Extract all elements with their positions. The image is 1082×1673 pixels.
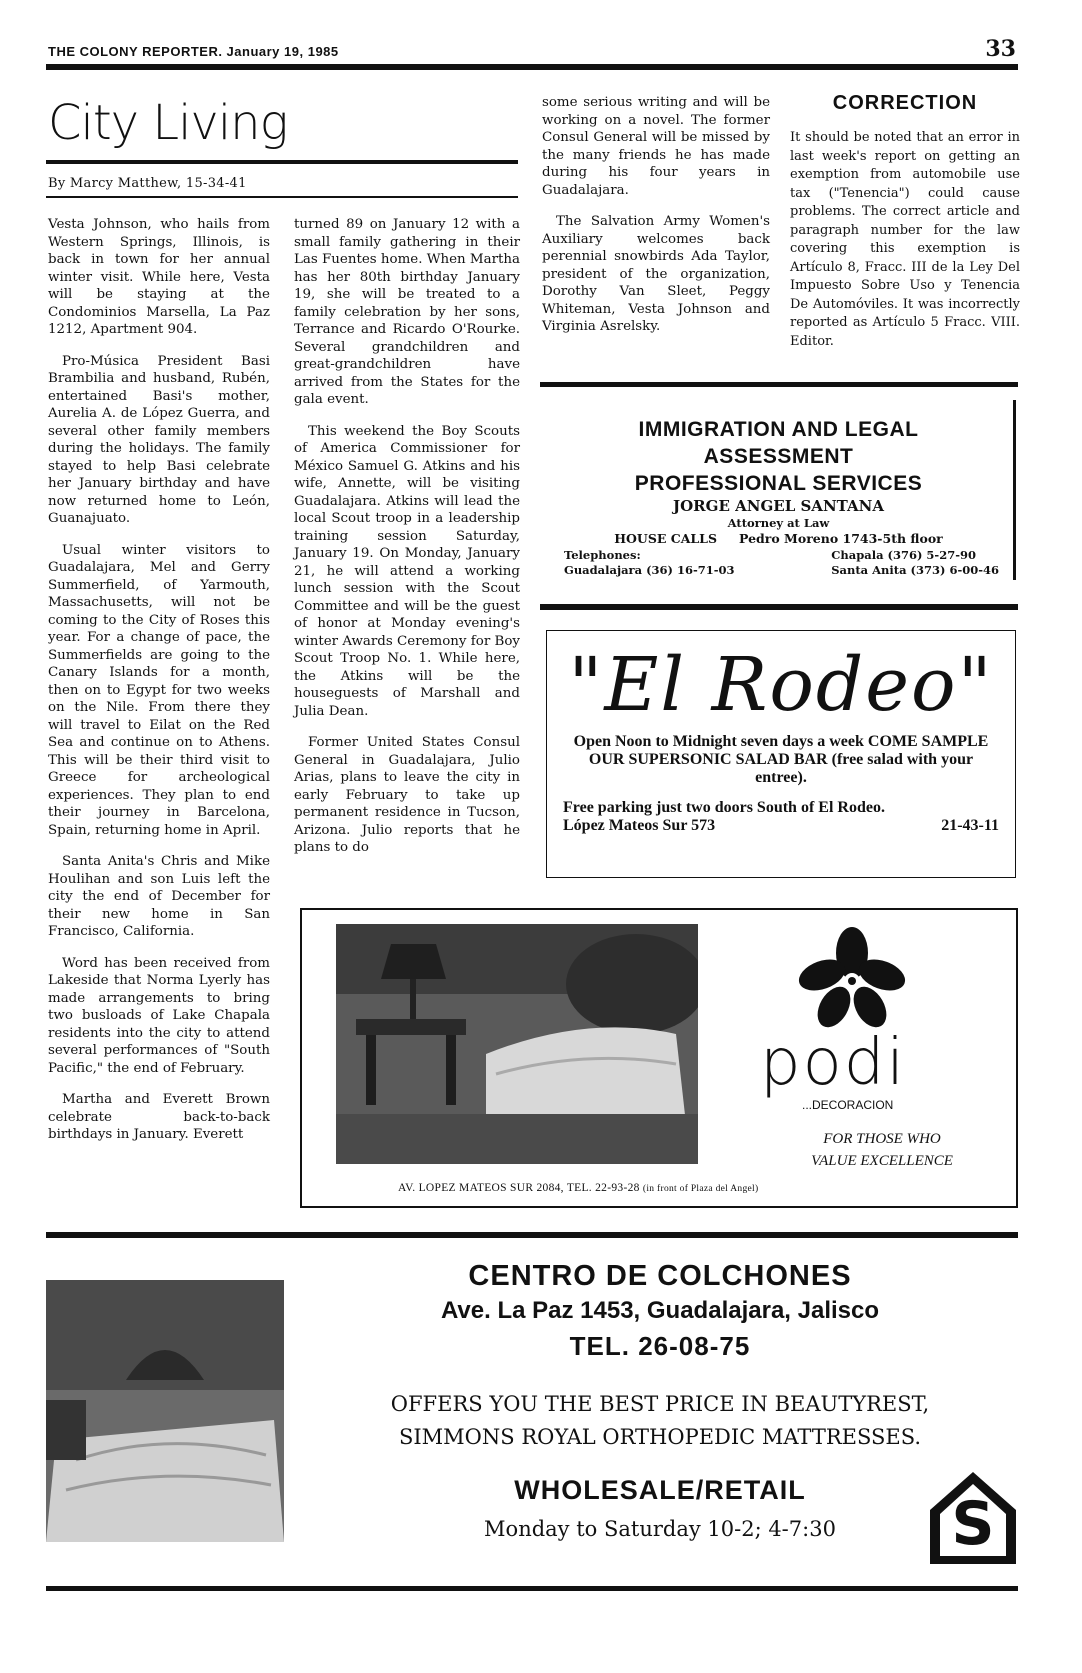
colchones-offer-line: OFFERS YOU THE BEST PRICE IN BEAUTYREST,	[390, 1392, 930, 1416]
paragraph: Vesta Johnson, who hails from Western Springs, Illinois, is back in town for her annual winter visit. While here, Vesta will be staying at the Condominios Marsella, La Paz 1212, Apartment 904.	[48, 217, 270, 337]
colchones-name: CENTRO DE COLCHONES	[468, 1260, 852, 1292]
furniture-photo	[336, 924, 698, 1164]
divider-rule	[46, 1232, 1018, 1238]
legal-services-ad	[544, 400, 1016, 580]
furniture-photo-art	[336, 924, 698, 1164]
article-column-2	[294, 216, 520, 871]
podi-brand: podi	[760, 1026, 907, 1100]
podi-sub: ...DECORACION	[802, 1098, 894, 1112]
paragraph: Former United States Consul General in Guadalajara, Julio Arias, plans to leave the city in early February to take up permanent residence in Tucson, Arizona. Julio reports that he plans to do	[294, 735, 520, 855]
house-calls: HOUSE CALLS	[614, 531, 717, 546]
byline-rule	[46, 196, 518, 198]
paragraph: turned 89 on January 12 with a small family gathering in their Las Fuentes home. When Martha has her 80th birthday January 19, she will be treated to a family celebration by her sons, Terrance and Ricardo O'Rourke. Several grandchildren and great-grandchildren have arrived from the States for the gala event.	[294, 217, 520, 407]
podi-location-note: (in front of Plaza del Angel)	[642, 1184, 759, 1194]
podi-ad	[300, 908, 1018, 1208]
colchones-wholesale: WHOLESALE/RETAIL	[514, 1475, 806, 1505]
correction-heading: CORRECTION	[832, 92, 978, 114]
attorney-name: JORGE ANGEL SANTANA	[673, 497, 884, 515]
byline: By Marcy Matthew, 15-34-41	[48, 176, 247, 191]
paragraph: Word has been received from Lakeside that Norma Lyerly has made arrangements to bring two busloads of Lake Chapala residents into the city to attend several performances of "South Pacific," the end of February.	[48, 955, 270, 1076]
podi-slogan-line: VALUE EXCELLENCE	[811, 1153, 953, 1169]
paragraph: Usual winter visitors to Guadalajara, Mel and Gerry Summerfield, of Yarmouth, Massachusetts, will not be coming to the City of Roses this year. For a change of pace, the Summerfields are going to the Canary Islands for a month, then on to Egypt for two weeks on the Nile. From there they will travel to Eilat on the Red Sea and continue on to Athens. This will be their third visit to Greece for archeological experiences. They plan to end their journey in Barcelona, Spain, returning home in April.	[48, 542, 270, 838]
colchones-ad	[300, 1258, 1020, 1544]
phone-guadalajara: Guadalajara (36) 16-71-03	[564, 563, 735, 577]
colchones-address: Ave. La Paz 1453, Guadalajara, Jalisco	[440, 1297, 880, 1324]
el-rodeo-ad	[546, 630, 1016, 878]
el-rodeo-logo: "El Rodeo"	[568, 642, 994, 728]
divider-rule	[540, 382, 1018, 387]
paragraph: Santa Anita's Chris and Mike Houlihan and son Luis left the city the end of December for their new home in San Francisco, California.	[48, 854, 270, 939]
rodeo-parking-text: Free parking just two doors South of El Rodeo.	[563, 799, 885, 816]
paragraph: This weekend the Boy Scouts of America Commissioner for México Samuel G. Atkins and his wife, Annette, will be visiting Guadalajara. Atkins will lead the local Scout troop in a leadership training session Saturday, January 19. On Monday, January 21, he will attend a working lunch session with the Scout Committee and will be the guest of honor at Monday evening's winter Awards Ceremony for Boy Scout Troop No. 1. While here, the Atkins will be the houseguests of Marshall and Julia Dean.	[294, 423, 520, 719]
paragraph: Pro-Música President Basi Brambilia and husband, Rubén, entertained Basi's mother, Aurelia A. de López Guerra, and several other family members during the holidays. The family stayed to help Basi celebrate her January birthday and have now returned home to León, Guanajuato.	[48, 353, 270, 526]
masthead-rule	[46, 64, 1018, 70]
bed-photo	[46, 1280, 284, 1542]
section-title: City Living	[48, 95, 288, 151]
ad-heading-line: PROFESSIONAL SERVICES	[634, 472, 923, 495]
colchones-hours: Monday to Saturday 10-2; 4-7:30	[484, 1517, 836, 1541]
article-column-3	[542, 94, 770, 350]
ad-heading-line: IMMIGRATION AND LEGAL	[638, 418, 919, 441]
podi-address: AV. LOPEZ MATEOS SUR 2084, TEL. 22-93-28	[398, 1182, 640, 1194]
rodeo-address: López Mateos Sur 573	[563, 817, 716, 834]
simmons-logo-letter: S	[951, 1489, 995, 1559]
paragraph: Martha and Everett Brown celebrate back-to-back birthdays in January. Everett	[48, 1092, 270, 1142]
article-column-1	[48, 216, 270, 1158]
colchones-offer-line: SIMMONS ROYAL ORTHOPEDIC MATTRESSES.	[398, 1425, 922, 1449]
rodeo-phone: 21-43-11	[941, 817, 999, 834]
simmons-logo-icon	[928, 1470, 1018, 1566]
bottom-rule	[46, 1586, 1018, 1591]
paragraph: The Salvation Army Women's Auxiliary welcomes back perennial snowbirds Ada Taylor, president of the organization, Dorothy Van Sleet, Peggy Whiteman, Vesta Johnson and Virginia Asrelsky.	[542, 214, 770, 334]
telephones-label: Telephones:	[564, 548, 641, 562]
phone-santa-anita: Santa Anita (373) 6-00-46	[831, 563, 999, 577]
divider-rule	[540, 604, 1018, 610]
phone-chapala: Chapala (376) 5-27-90	[831, 548, 976, 562]
colchones-phone: TEL. 26-08-75	[569, 1331, 751, 1361]
ad-heading-line: ASSESSMENT	[703, 445, 854, 468]
paragraph: some serious writing and will be working on a novel. The former Consul General will be missed by the many friends he has made during his four years in Guadalajara.	[542, 95, 770, 198]
rodeo-hours-text: Open Noon to Midnight seven days a week COME SAMPLE OUR SUPERSONIC SALAD BAR (free salad with your entree).	[573, 733, 989, 786]
correction-body: It should be noted that an error in last week's report on getting an exemption from automobile use tax ("Tenencia") could cause problems. The correct article and paragraph number for the law covering this exemption is Artículo 8, Fracc. III de la Ley Del Impuesto Sobre Uso y Tenencia De Automóviles. It was incorrectly reported as Artículo 5 Fracc. VIII. Editor.	[790, 130, 1020, 349]
page-number: 33	[985, 36, 1016, 62]
podi-slogan-line: FOR THOSE WHO	[823, 1131, 941, 1147]
attorney-title: Attorney at Law	[727, 516, 830, 530]
correction-box	[790, 92, 1020, 351]
office-address: Pedro Moreno 1743-5th floor	[739, 531, 943, 546]
bed-photo-art	[46, 1280, 284, 1542]
title-rule	[46, 160, 518, 164]
masthead: THE COLONY REPORTER. January 19, 1985	[48, 44, 339, 59]
